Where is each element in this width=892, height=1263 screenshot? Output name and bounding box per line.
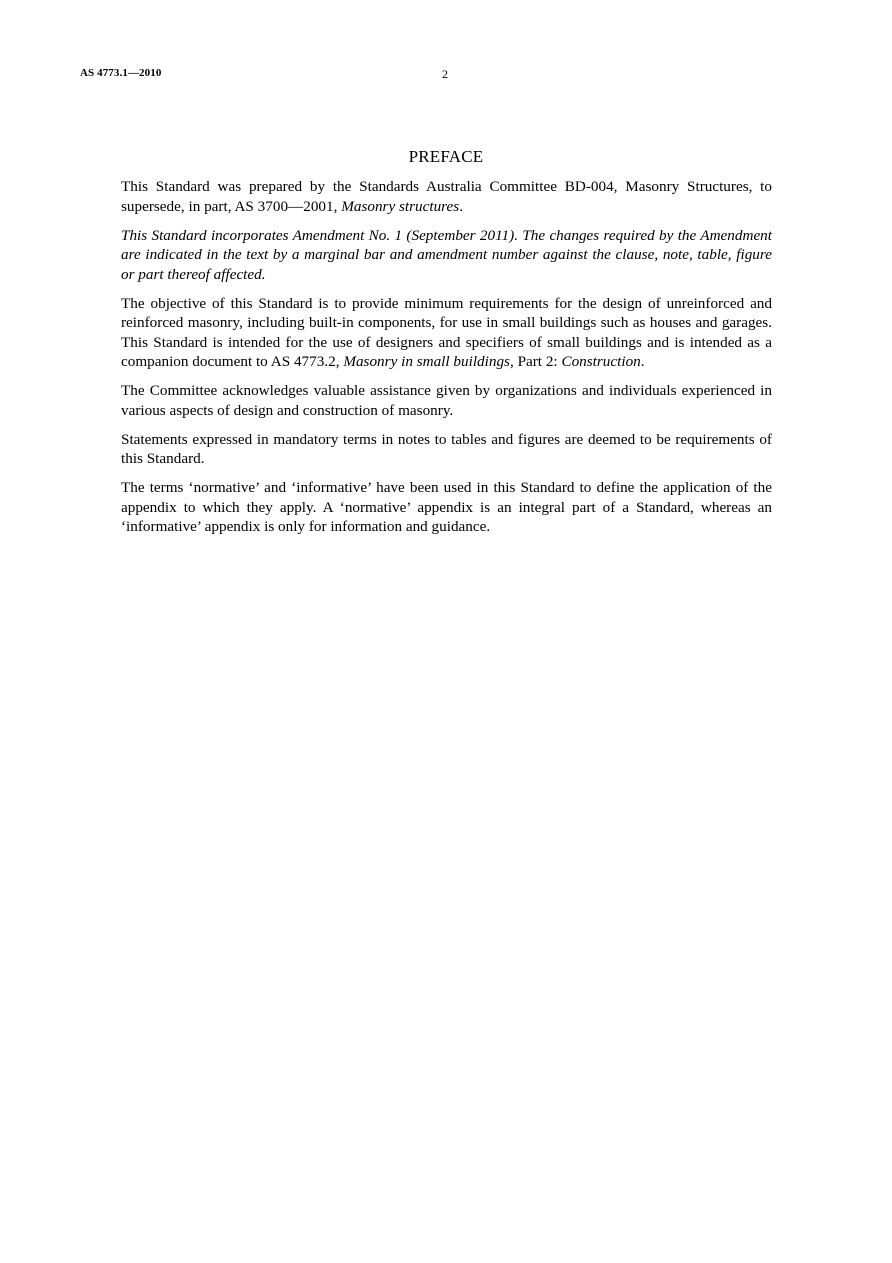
- paragraph-mandatory-notes: Statements expressed in mandatory terms in notes to tables and figures are deemed to be requirements of this Standard.: [121, 430, 772, 467]
- preface-heading: PREFACE: [408, 147, 484, 166]
- paragraph-acknowledgement: The Committee acknowledges valuable assistance given by organizations and individuals experienced in various aspects of design and construction of masonry.: [121, 382, 772, 419]
- document-identifier: AS 4773.1—2010: [80, 67, 162, 79]
- paragraph-committee-end: .: [459, 197, 463, 215]
- paragraph-amendment: This Standard incorporates Amendment No. 1 (September 2011). The changes required by the Amendment are indicated in the text by a marginal bar and amendment number against the clause, note, table, figure or part thereof affected.: [121, 226, 772, 283]
- preface-body: [121, 177, 772, 546]
- page-number: 2: [442, 67, 448, 81]
- paragraph-committee-text: This Standard was prepared by the Standards Australia Committee BD-004, Masonry Structures, to supersede, in part, AS 3700—2001,: [121, 178, 772, 215]
- paragraph-objective-end: .: [640, 353, 645, 370]
- paragraph-objective-mid: , Part 2:: [509, 353, 562, 370]
- paragraph-objective: [121, 294, 772, 372]
- companion-standard-title: Masonry in small buildings: [343, 353, 510, 370]
- paragraph-committee: [121, 177, 772, 216]
- superseded-standard-title: Masonry structures: [341, 197, 460, 215]
- companion-standard-part: Construction: [561, 353, 641, 370]
- paragraph-normative-informative: The terms ‘normative’ and ‘informative’ have been used in this Standard to define the application of the appendix to which they apply. A ‘normative’ appendix is an integral part of a Standard, whereas an ‘informative’ appendix is only for information and guidance.: [121, 479, 772, 535]
- paragraph-objective-text: The objective of this Standard is to provide minimum requirements for the design of unreinforced and reinforced masonry, including built-in components, for use in small buildings such as houses and garages. This Standard is intended for the use of designers and specifiers of small buildings and is intended as a companion document to AS 4773.2,: [121, 294, 772, 370]
